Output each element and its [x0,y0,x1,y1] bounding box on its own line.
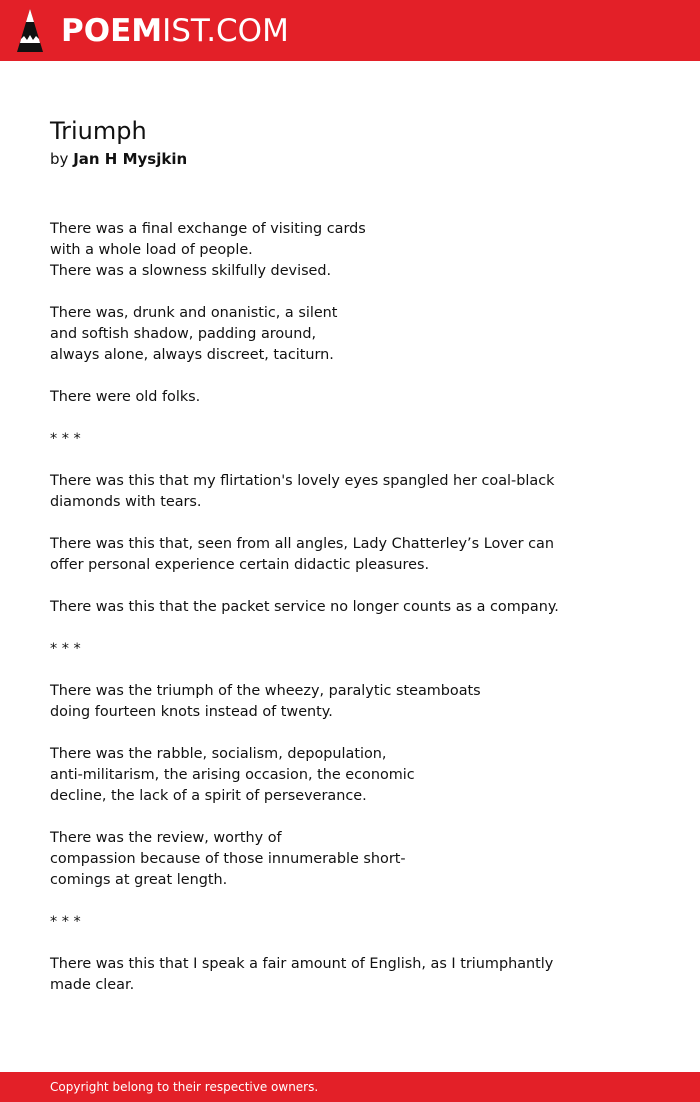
poem-line: There was this that the packet service no longer counts as a company. [50,599,559,615]
poem-line: There was the review, worthy of [50,830,282,846]
by-label: by [50,150,69,168]
copyright-text: Copyright belong to their respective owners. [50,1080,319,1094]
poem-line: There was the triumph of the wheezy, paralytic steamboats [50,683,481,699]
poem-line: There was the rabble, socialism, depopulation, [50,746,387,762]
poem-line: always alone, always discreet, taciturn. [50,347,334,363]
poem-stanza [50,681,670,723]
poem-author: Jan H Mysjkin [73,150,188,168]
poem-line: offer personal experience certain didactic pleasures. [50,557,430,573]
stanza-separator [50,639,670,660]
poem-line: * * * [50,641,81,657]
logo-text-bold: POEM [61,13,163,49]
poem-line: There were old folks. [50,389,201,405]
poem-line: decline, the lack of a spirit of perseverance. [50,788,367,804]
poem-line: There was this that, seen from all angles, Lady Chatterley’s Lover can [50,536,554,552]
poem-line: made clear. [50,977,135,993]
poem-line: diamonds with tears. [50,494,202,510]
stanza-separator [50,429,670,450]
poem-line: and softish shadow, padding around, [50,326,317,342]
poem-line: doing fourteen knots instead of twenty. [50,704,333,720]
poem-stanza [50,387,670,408]
poem-line: * * * [50,914,81,930]
logo-text-light: IST.COM [162,13,289,49]
poem-title: Triumph [50,117,147,145]
site-logo[interactable] [61,11,289,51]
poem-line: There was a slowness skilfully devised. [50,263,332,279]
poem-byline [50,148,187,170]
poem-line: There was a final exchange of visiting cards [50,221,366,237]
poem-line: with a whole load of people. [50,242,253,258]
poem-stanza [50,303,670,366]
poem-stanza [50,219,670,282]
poem-line: anti-militarism, the arising occasion, the economic [50,767,415,783]
site-header [0,0,700,61]
poem-line: There was this that I speak a fair amount of English, as I triumphantly [50,956,554,972]
stanza-separator [50,912,670,933]
poem-stanza [50,534,670,576]
poem-stanza [50,828,670,891]
poem-line: * * * [50,431,81,447]
poem-line: comings at great length. [50,872,228,888]
poem-stanza [50,954,670,996]
poem-stanza [50,744,670,807]
site-footer [0,1072,700,1102]
poem-body [50,219,670,1017]
poem-line: There was, drunk and onanistic, a silent [50,305,338,321]
poem-line: There was this that my flirtation's lovely eyes spangled her coal-black [50,473,555,489]
poem-line: compassion because of those innumerable short- [50,851,406,867]
poem-stanza [50,597,670,618]
poem-stanza [50,471,670,513]
pencil-tip-icon[interactable] [17,9,43,52]
